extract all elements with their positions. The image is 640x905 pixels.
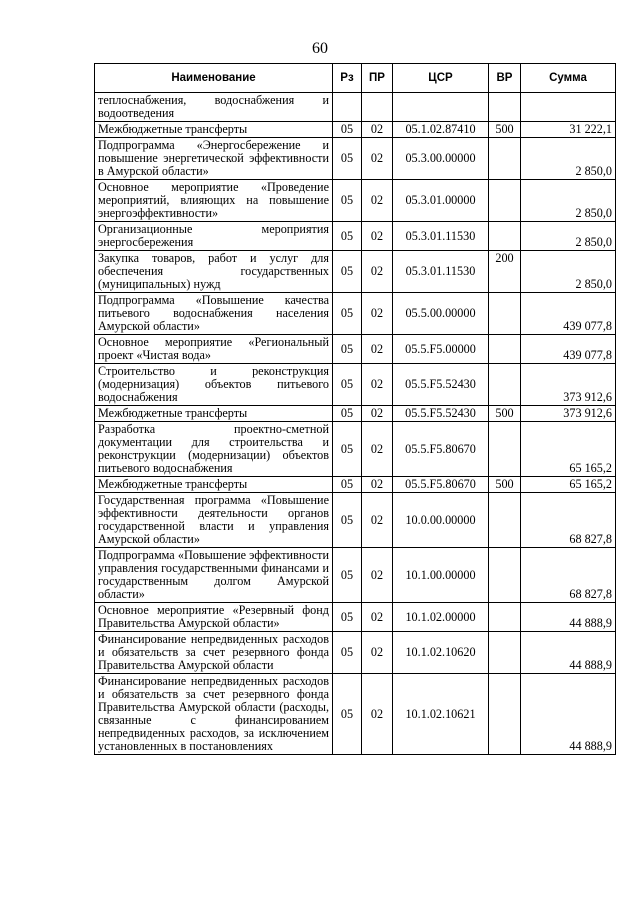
row-sum: 31 222,1 [521,122,616,138]
row-pr: 02 [362,293,393,335]
row-rz: 05 [333,477,362,493]
table-row [95,222,616,251]
row-vr [489,93,521,122]
row-rz: 05 [333,251,362,293]
row-csr: 05.3.01.11530 [393,251,489,293]
row-rz [333,93,362,122]
row-csr: 05.3.00.00000 [393,138,489,180]
row-name: Межбюджетные трансферты [95,477,333,493]
page-number: 60 [312,40,328,57]
row-name: Межбюджетные трансферты [95,406,333,422]
row-vr [489,493,521,548]
row-vr [489,548,521,603]
table-row [95,674,616,755]
row-sum: 68 827,8 [521,493,616,548]
row-sum: 44 888,9 [521,603,616,632]
row-pr: 02 [362,548,393,603]
header-rz: Рз [333,64,362,93]
row-csr: 05.3.01.00000 [393,180,489,222]
row-csr: 10.1.02.00000 [393,603,489,632]
row-sum [521,93,616,122]
row-csr: 10.0.00.00000 [393,493,489,548]
row-pr: 02 [362,422,393,477]
row-sum: 65 165,2 [521,422,616,477]
table-row [95,180,616,222]
row-pr: 02 [362,674,393,755]
row-vr: 500 [489,406,521,422]
row-rz: 05 [333,548,362,603]
row-vr [489,422,521,477]
row-csr: 10.1.00.00000 [393,548,489,603]
row-rz: 05 [333,335,362,364]
row-vr [489,293,521,335]
header-name: Наименование [95,64,333,93]
row-csr: 05.5.00.00000 [393,293,489,335]
row-rz: 05 [333,632,362,674]
row-csr: 05.5.F5.52430 [393,406,489,422]
row-vr: 500 [489,122,521,138]
row-sum: 44 888,9 [521,632,616,674]
row-rz: 05 [333,222,362,251]
row-name: Финансирование непредвиденных расходов и обязательств за счет резервного фонда Правительства Амурской области (расходы, связанные с финансированием непредвиденных расходов, за исключением установленных в постановлениях [95,674,333,755]
row-rz: 05 [333,364,362,406]
table-header-row [95,64,616,93]
header-sum: Сумма [521,64,616,93]
row-name: Разработка проектно-сметной документации для строительства и реконструкции (модернизации) объектов питьевого водоснабжения [95,422,333,477]
row-vr: 200 [489,251,521,293]
row-name: Основное мероприятие «Проведение мероприятий, влияющих на повышение энергоэффективности» [95,180,333,222]
row-sum: 439 077,8 [521,335,616,364]
table-row [95,422,616,477]
table-row [95,293,616,335]
row-name: Организационные мероприятия энергосбережения [95,222,333,251]
row-rz: 05 [333,138,362,180]
table-row [95,251,616,293]
row-pr: 02 [362,406,393,422]
row-name: Основное мероприятие «Региональный проект «Чистая вода» [95,335,333,364]
row-csr [393,93,489,122]
row-name: Строительство и реконструкция (модернизация) объектов питьевого водоснабжения [95,364,333,406]
row-vr [489,180,521,222]
table-row [95,477,616,493]
row-vr: 500 [489,477,521,493]
row-csr: 10.1.02.10620 [393,632,489,674]
row-csr: 10.1.02.10621 [393,674,489,755]
row-csr: 05.5.F5.52430 [393,364,489,406]
row-name: Подпрограмма «Повышение качества питьевого водоснабжения населения Амурской области» [95,293,333,335]
table-row [95,364,616,406]
row-sum: 65 165,2 [521,477,616,493]
row-rz: 05 [333,406,362,422]
row-sum: 68 827,8 [521,548,616,603]
row-pr: 02 [362,122,393,138]
row-name: Государственная программа «Повышение эффективности деятельности органов государственной власти и управления Амурской области» [95,493,333,548]
row-name: Основное мероприятие «Резервный фонд Правительства Амурской области» [95,603,333,632]
row-name: Закупка товаров, работ и услуг для обеспечения государственных (муниципальных) нужд [95,251,333,293]
table-row [95,406,616,422]
row-sum: 2 850,0 [521,138,616,180]
row-csr: 05.1.02.87410 [393,122,489,138]
row-csr: 05.3.01.11530 [393,222,489,251]
row-rz: 05 [333,180,362,222]
row-rz: 05 [333,122,362,138]
row-pr: 02 [362,335,393,364]
row-rz: 05 [333,422,362,477]
table-row [95,93,616,122]
row-vr [489,603,521,632]
table-row [95,493,616,548]
row-sum: 2 850,0 [521,251,616,293]
row-rz: 05 [333,493,362,548]
row-name: Подпрограмма «Энергосбережение и повышение энергетической эффективности в Амурской области» [95,138,333,180]
table-row [95,335,616,364]
row-sum: 373 912,6 [521,364,616,406]
table-row [95,603,616,632]
row-name: Межбюджетные трансферты [95,122,333,138]
row-sum: 2 850,0 [521,180,616,222]
row-vr [489,674,521,755]
row-pr: 02 [362,493,393,548]
row-rz: 05 [333,293,362,335]
row-pr: 02 [362,364,393,406]
row-csr: 05.5.F5.80670 [393,422,489,477]
row-pr: 02 [362,180,393,222]
row-csr: 05.5.F5.80670 [393,477,489,493]
row-pr [362,93,393,122]
row-rz: 05 [333,674,362,755]
row-pr: 02 [362,603,393,632]
row-vr [489,222,521,251]
header-csr: ЦСР [393,64,489,93]
row-vr [489,364,521,406]
row-vr [489,335,521,364]
table-row [95,632,616,674]
table-row [95,548,616,603]
table-row [95,138,616,180]
row-vr [489,632,521,674]
row-pr: 02 [362,222,393,251]
row-sum: 44 888,9 [521,674,616,755]
row-name: Финансирование непредвиденных расходов и обязательств за счет резервного фонда Правительства Амурской области [95,632,333,674]
row-csr: 05.5.F5.00000 [393,335,489,364]
row-pr: 02 [362,477,393,493]
row-name: Подпрограмма «Повышение эффективности управления государственными финансами и государственным долгом Амурской области» [95,548,333,603]
row-vr [489,138,521,180]
row-pr: 02 [362,138,393,180]
row-sum: 439 077,8 [521,293,616,335]
row-sum: 2 850,0 [521,222,616,251]
row-pr: 02 [362,251,393,293]
table-row [95,122,616,138]
row-sum: 373 912,6 [521,406,616,422]
row-rz: 05 [333,603,362,632]
budget-table [94,63,616,755]
header-vr: ВР [489,64,521,93]
header-pr: ПР [362,64,393,93]
row-pr: 02 [362,632,393,674]
row-name: теплоснабжения, водоснабжения и водоотведения [95,93,333,122]
